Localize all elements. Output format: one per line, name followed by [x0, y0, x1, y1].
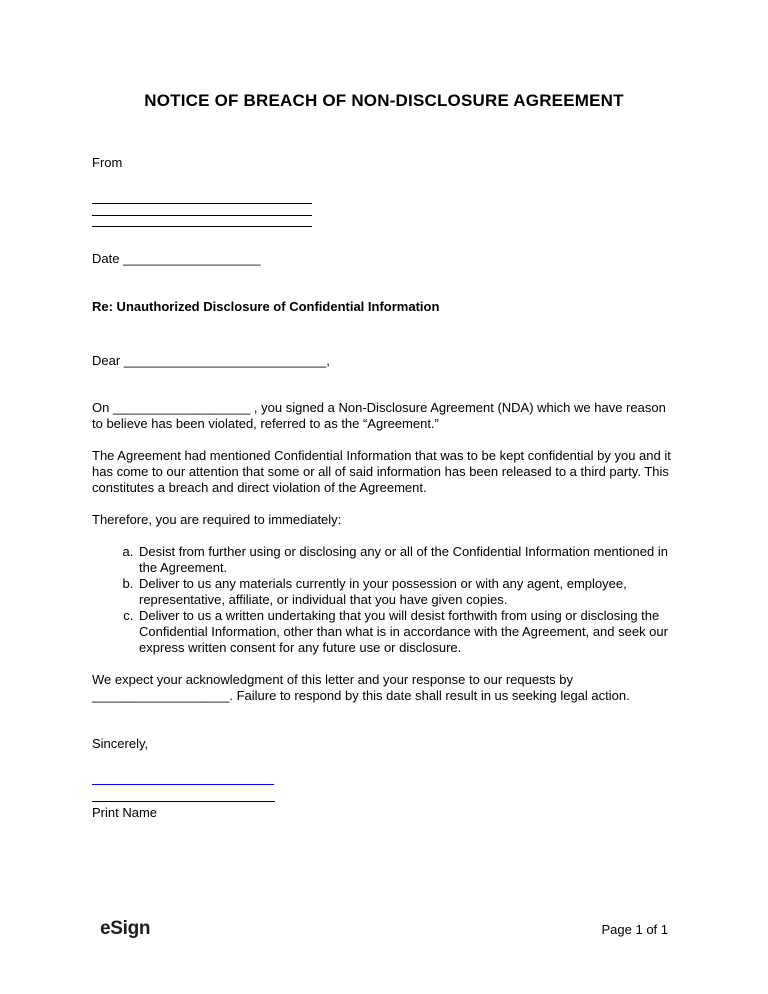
salutation-blank: ____________________________ [123, 353, 327, 368]
demand-item-c: c. Deliver to us a written undertaking that you will desist forthwith from using or disclosing the Confidential Information, other than what is in accordance with the Agreement, and seek our express written consent for any future use or disclosure. [137, 608, 676, 656]
date-row [92, 251, 676, 267]
salutation-prefix: Dear [92, 353, 124, 368]
esign-logo: eSign [100, 918, 151, 939]
page-footer [100, 918, 668, 940]
paragraph-demands-intro: Therefore, you are required to immediately: [92, 512, 342, 527]
date-blank: ___________________ [123, 251, 261, 266]
from-address-lines [92, 202, 676, 227]
salutation-suffix: , [326, 353, 330, 368]
demand-list [92, 544, 676, 656]
demand-item-a: a. Desist from further using or disclosing any or all of the Confidential Information mentioned in the Agreement. [137, 544, 676, 576]
document-title: NOTICE OF BREACH OF NON-DISCLOSURE AGREEMENT [144, 91, 624, 110]
print-name-line [92, 800, 275, 802]
from-line-2 [92, 204, 312, 216]
paragraph-response-deadline: We expect your acknowledgment of this letter and your response to our requests by ___________________. Failure to respond by this date shall result in us seeking legal action. [92, 672, 630, 703]
page-indicator: Page 1 of 1 [601, 921, 668, 937]
from-line-3 [92, 216, 312, 228]
print-name-label: Print Name [92, 805, 158, 820]
date-label: Date [92, 251, 124, 266]
paragraph-signed-nda: On ___________________ , you signed a Non-Disclosure Agreement (NDA) which we have reason to believe has been violated, referred to as the “Agreement.” [92, 400, 666, 431]
salutation [92, 353, 676, 369]
demand-item-b: b. Deliver to us any materials currently in your possession or with any agent, employee, representative, affiliate, or individual that you have given copies. [137, 576, 676, 608]
closing-sincerely: Sincerely, [92, 736, 149, 751]
from-label: From [92, 155, 123, 170]
subject-line: Re: Unauthorized Disclosure of Confidential Information [92, 299, 440, 314]
paragraph-breach-description: The Agreement had mentioned Confidential Information that was to be kept confidential by you and it has come to our attention that some or all of said information has been released to a third party. This constitutes a breach and direct violation of the Agreement. [92, 448, 671, 495]
signature-field-line[interactable] [92, 783, 274, 785]
